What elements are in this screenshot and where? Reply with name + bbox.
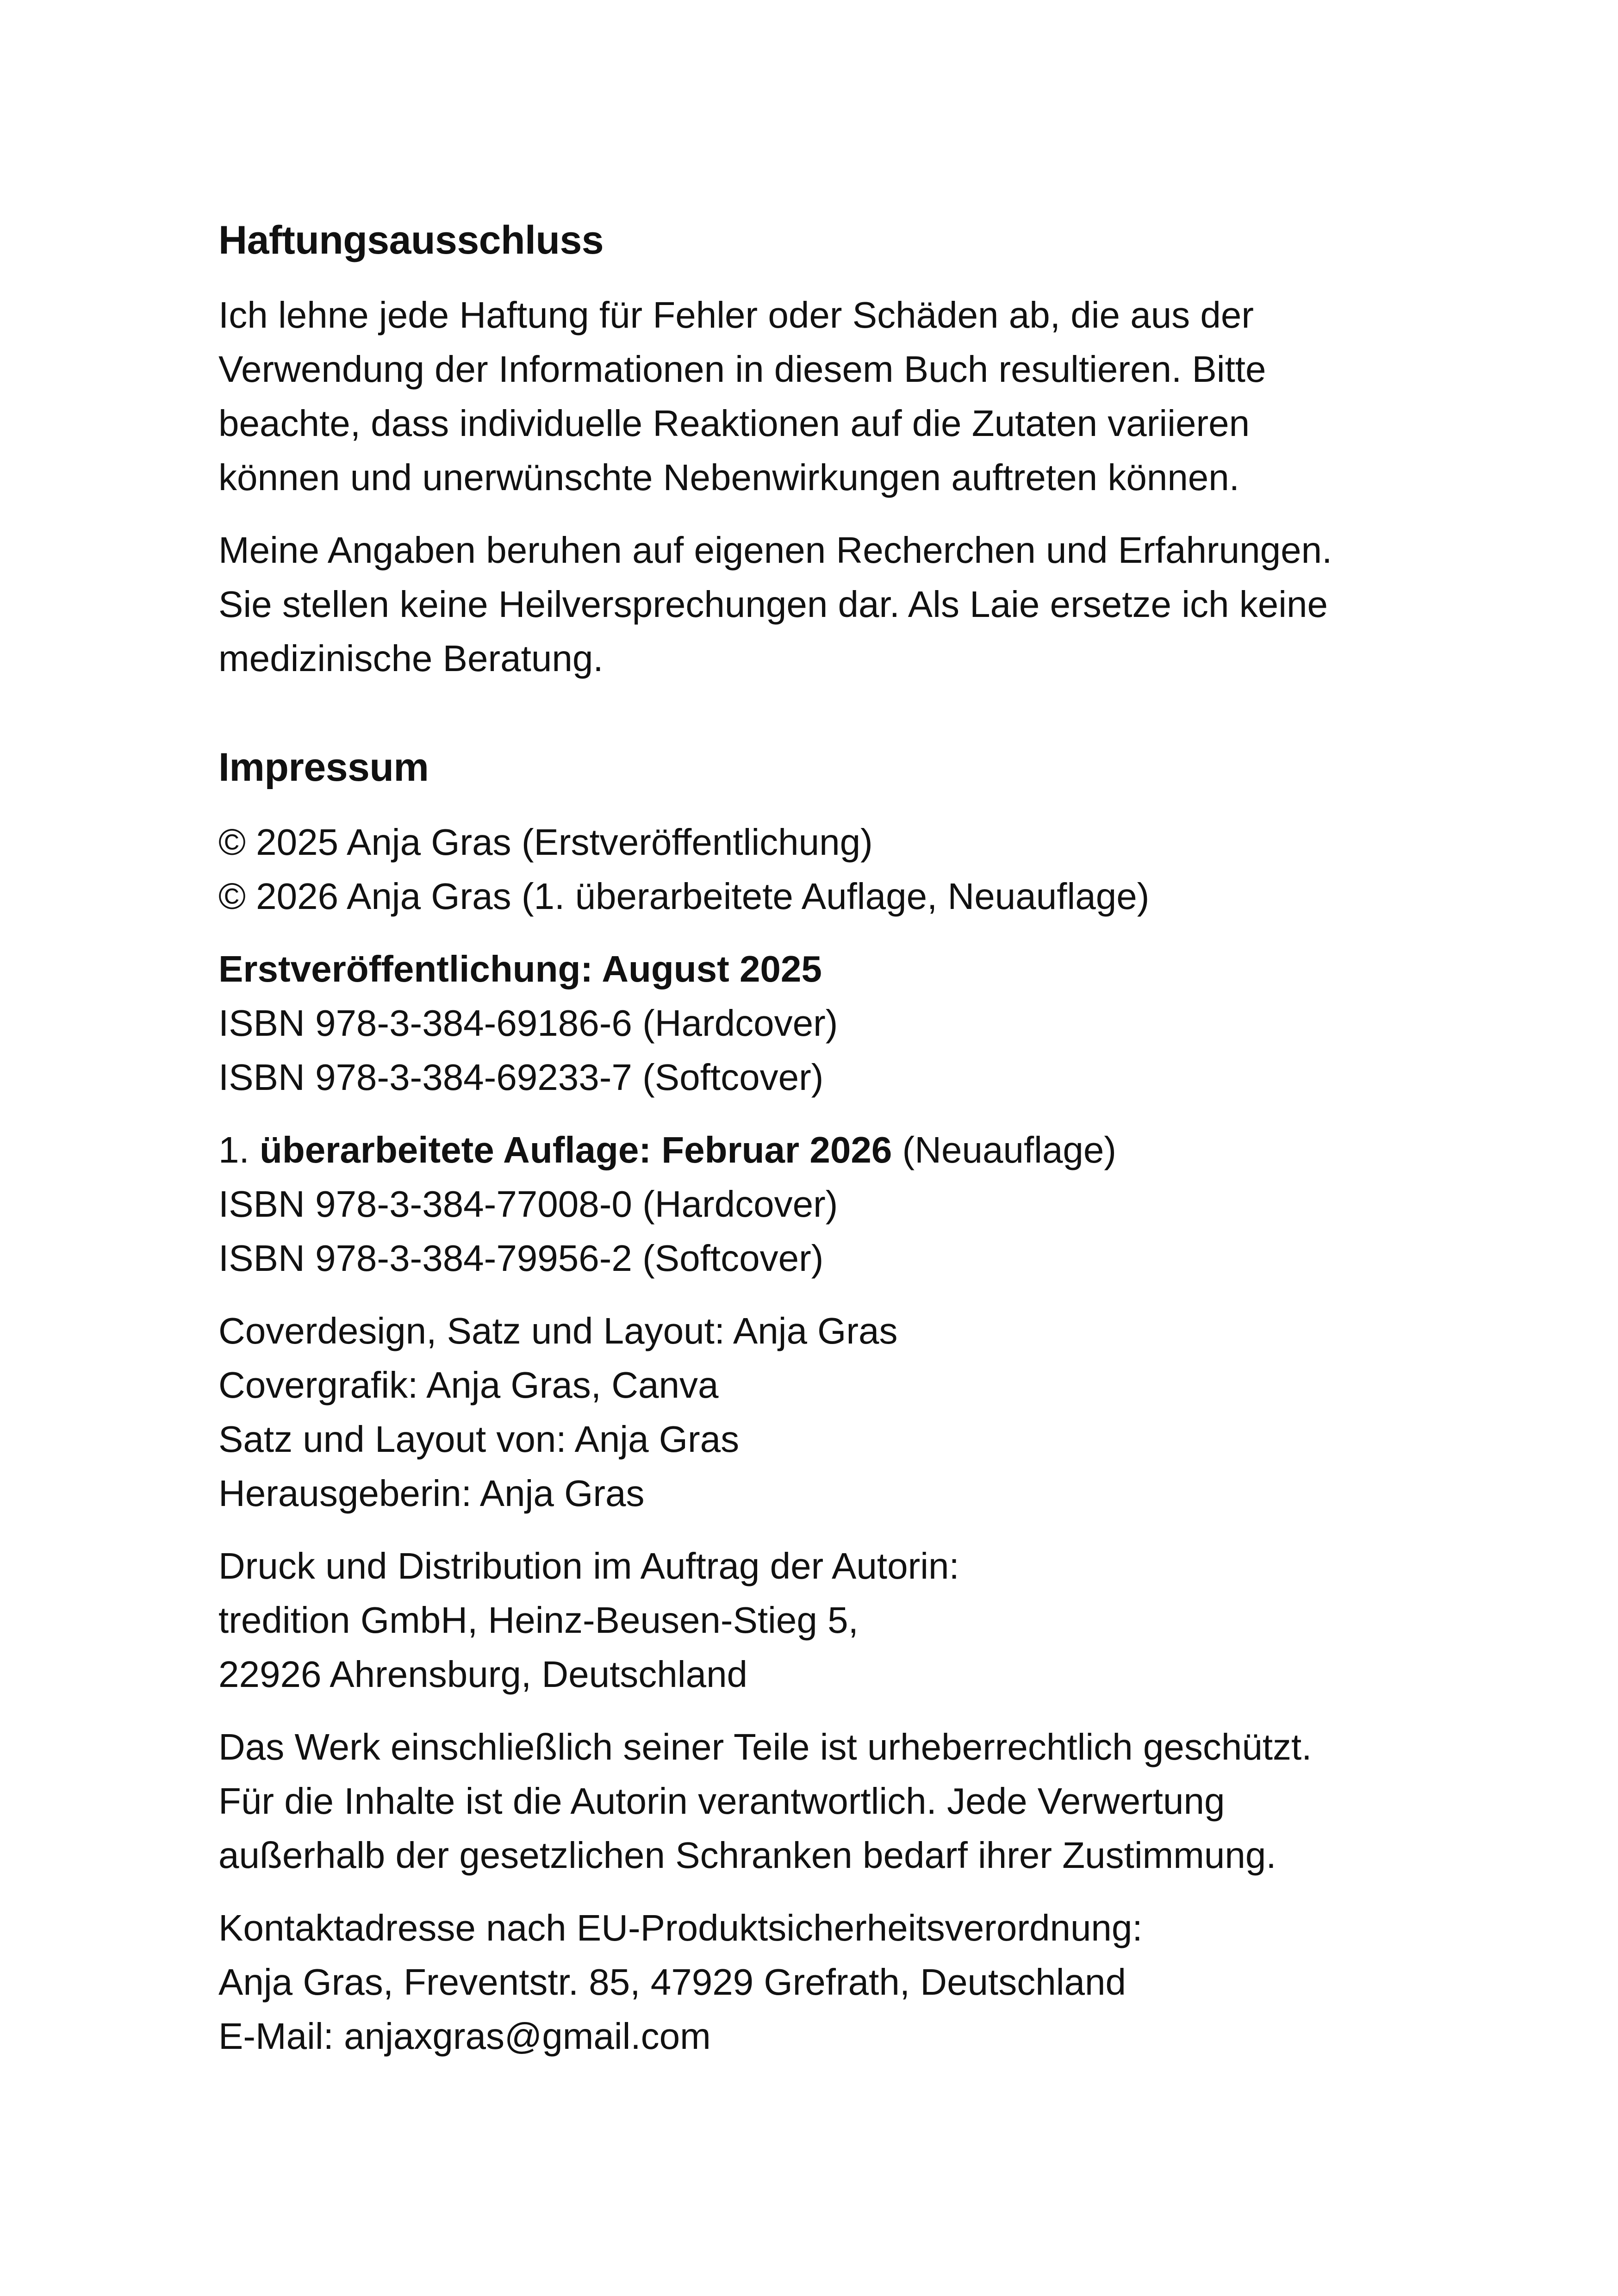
text-line: Verwendung der Informationen in diesem Buch resultieren. Bitte <box>218 348 1266 390</box>
disclaimer-paragraph-2 <box>218 523 1422 685</box>
credit-line: Coverdesign, Satz und Layout: Anja Gras <box>218 1310 898 1351</box>
section-spacer <box>218 704 1422 740</box>
printing-line: Druck und Distribution im Auftrag der Autorin: <box>218 1545 959 1587</box>
impressum-heading: Impressum <box>218 745 429 790</box>
rights-line: außerhalb der gesetzlichen Schranken bedarf ihrer Zustimmung. <box>218 1835 1276 1876</box>
contact-email: E-Mail: anjaxgras@gmail.com <box>218 2016 711 2057</box>
copyright-line: © 2025 Anja Gras (Erstveröffentlichung) <box>218 821 873 863</box>
text-line: können und unerwünschte Nebenwirkungen auftreten können. <box>218 457 1240 498</box>
credit-line: Herausgeberin: Anja Gras <box>218 1473 645 1514</box>
text-line: medizinische Beratung. <box>218 638 604 679</box>
rights-line: Für die Inhalte ist die Autorin verantwortlich. Jede Verwertung <box>218 1780 1225 1822</box>
revised-edition-line <box>218 1123 1422 1177</box>
isbn-line: ISBN 978-3-384-79956-2 (Softcover) <box>218 1238 824 1279</box>
credit-line: Covergrafik: Anja Gras, Canva <box>218 1364 719 1406</box>
credit-line: Satz und Layout von: Anja Gras <box>218 1419 740 1460</box>
text-line: beachte, dass individuelle Reaktionen auf die Zutaten variieren <box>218 403 1250 444</box>
revised-edition-block <box>218 1123 1422 1285</box>
first-edition-label: Erstveröffentlichung: August 2025 <box>218 948 822 989</box>
disclaimer-paragraph-1 <box>218 288 1422 504</box>
document-page <box>218 213 1422 2082</box>
impressum-section <box>218 740 1422 2063</box>
rights-block <box>218 1720 1422 1882</box>
printing-line: 22926 Ahrensburg, Deutschland <box>218 1654 748 1695</box>
isbn-line: ISBN 978-3-384-69186-6 (Hardcover) <box>218 1002 838 1044</box>
credits-block <box>218 1304 1422 1520</box>
copyright-line: © 2026 Anja Gras (1. überarbeitete Auflage, Neuauflage) <box>218 876 1150 917</box>
disclaimer-section <box>218 213 1422 685</box>
text-line: Ich lehne jede Haftung für Fehler oder Schäden ab, die aus der <box>218 294 1254 336</box>
text-line: Sie stellen keine Heilversprechungen dar. Als Laie ersetze ich keine <box>218 584 1328 625</box>
text-line: Meine Angaben beruhen auf eigenen Recherchen und Erfahrungen. <box>218 529 1332 571</box>
isbn-line: ISBN 978-3-384-77008-0 (Hardcover) <box>218 1183 838 1225</box>
revised-edition-suffix: (Neuauflage) <box>892 1129 1117 1170</box>
printing-block <box>218 1539 1422 1701</box>
printing-line: tredition GmbH, Heinz-Beusen-Stieg 5, <box>218 1599 859 1641</box>
contact-address: Anja Gras, Freventstr. 85, 47929 Grefrath, Deutschland <box>218 1961 1126 2003</box>
rights-line: Das Werk einschließlich seiner Teile ist urheberrechtlich geschützt. <box>218 1726 1312 1767</box>
revised-edition-label: überarbeitete Auflage: Februar 2026 <box>259 1129 892 1170</box>
isbn-line: ISBN 978-3-384-69233-7 (Softcover) <box>218 1057 824 1098</box>
first-edition-block <box>218 942 1422 1104</box>
revised-edition-prefix: 1. <box>218 1129 260 1170</box>
contact-block <box>218 1901 1422 2063</box>
disclaimer-heading: Haftungsausschluss <box>218 218 604 262</box>
copyright-block <box>218 815 1422 923</box>
contact-line: Kontaktadresse nach EU-Produktsicherheitsverordnung: <box>218 1907 1143 1948</box>
